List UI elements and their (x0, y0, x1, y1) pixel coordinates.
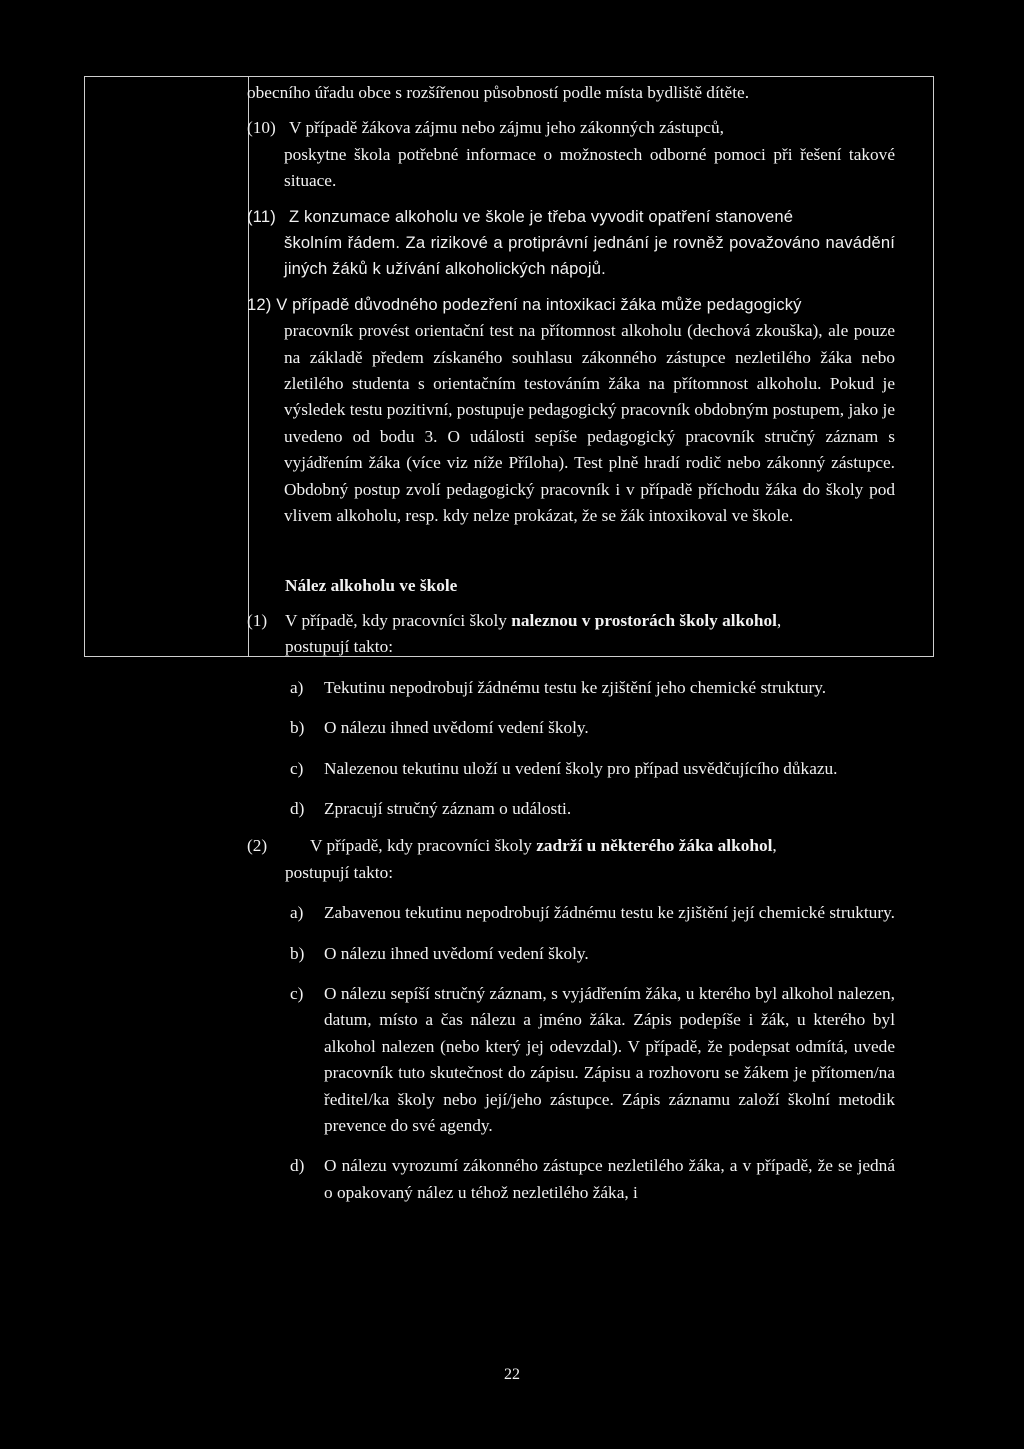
paragraph-11-rest: školním řádem. Za rizikové a protiprávní jednání je rovněž považováno navádění jiných žáků k užívání alkoholických nápojů. (284, 233, 895, 279)
list-item (247, 1153, 895, 1206)
list-item-label: d) (290, 1156, 305, 1176)
list-item (247, 756, 895, 782)
list-item-label: a) (290, 677, 304, 697)
list-item (247, 900, 895, 926)
list-item-text: O nálezu sepíší stručný záznam, s vyjádřením žáka, u kterého byl alkohol nalezen, datum, místo a čas nálezu a jméno žáka. Zápis podepíše i žák, u kterého byl alkohol nalezen (nebo který jej odevzdal). V případě, že podepsat odmítá, uvede pracovník tuto skutečnost do zápisu. Zápisu a rozhovoru se žákem je přítomen/na ředitel/ka školy nebo její/jeho zástupce. Zápis záznamu založí školní metodik prevence do své agendy. (324, 983, 895, 1135)
list-item-label: d) (290, 798, 305, 818)
section-heading: Nález alkoholu ve škole (285, 575, 458, 595)
list-item (247, 941, 895, 967)
list-item (247, 715, 895, 741)
list-item-label: c) (290, 983, 304, 1003)
paragraph-10-rest: poskytne škola potřebné informace o možnostech odborné pomoci při řešení takové situace. (284, 144, 895, 191)
paragraph-10-first: V případě žákova zájmu nebo zájmu jeho zákonných zástupců, (289, 118, 724, 138)
section-1-number: (1) (247, 610, 268, 630)
list-item-label: b) (290, 718, 305, 738)
section-1-cont: postupují takto: (285, 637, 394, 657)
paragraph-11 (247, 204, 895, 230)
list-item (247, 675, 895, 701)
paragraph-12-rest: pracovník provést orientační test na přítomnost alkoholu (dechová zkouška), ale pouze na základě předem získaného souhlasu zákonného zástupce nezletilého žáka nebo zletilého studenta s orientačním testováním žáka na přítomnost alkoholu. Pokud je výsledek testu pozitivní, postupuje pedagogický pracovník obdobným postupem, jako je uvedeno od bodu 3. O události sepíše pedagogický pracovník stručný záznam s vyjádřením žáka (více viz níže Příloha). Test plně hradí rodič nebo zákonný zástupce. Obdobný postup zvolí pedagogický pracovník i v případě příchodu žáka do školy pod vlivem alkoholu, resp. kdy nelze prokázat, že se žák intoxikoval ve škole. (284, 321, 895, 526)
page-content (247, 80, 895, 1206)
list-item-text: Zpracují stručný záznam o události. (324, 798, 572, 818)
section-1-bold: naleznou v prostorách školy alkohol (511, 610, 777, 630)
list-item-label: c) (290, 758, 304, 778)
paragraph-11-first: Z konzumace alkoholu ve škole je třeba vyvodit opatření stanovené (289, 206, 794, 226)
paragraph-10 (247, 115, 895, 141)
list-item-text: Nalezenou tekutinu uloží u vedení školy pro případ usvědčujícího důkazu. (324, 758, 838, 778)
list-item (247, 796, 895, 822)
section-1-pre: V případě, kdy pracovníci školy (285, 610, 512, 630)
section-1-list (247, 675, 895, 823)
list-item-text: O nálezu vyrozumí zákonného zástupce nezletilého žáka, a v případě, že se jedná o opakovaný nález u téhož nezletilého žáka, i (324, 1156, 895, 1202)
page-number: 22 (504, 1366, 520, 1383)
section-2-cont: postupují takto: (285, 862, 394, 882)
section-1-intro (247, 608, 895, 634)
section-2-post: , (772, 836, 777, 856)
list-item-label: b) (290, 943, 305, 963)
list-item-label: a) (290, 903, 304, 923)
list-item-text: O nálezu ihned uvědomí vedení školy. (324, 943, 589, 963)
section-2-bold: zadrží u některého žáka alkohol (536, 836, 773, 856)
paragraph-10-number: (10) (247, 118, 276, 138)
list-item (247, 981, 895, 1139)
section-2-list (247, 900, 895, 1206)
paragraph-11-number: (11) (247, 206, 276, 226)
section-2-intro (247, 833, 895, 859)
top-line: obecního úřadu obce s rozšířenou působností podle místa bydliště dítěte. (247, 83, 750, 102)
list-item-text: O nálezu ihned uvědomí vedení školy. (324, 718, 589, 738)
section-1-post: , (776, 610, 782, 630)
list-item-text: Zabavenou tekutinu nepodrobují žádnému testu ke zjištění její chemické struktury. (324, 903, 895, 923)
section-2-pre: V případě, kdy pracovníci školy (310, 836, 537, 856)
paragraph-12-first: 12) V případě důvodného podezření na intoxikaci žáka může pedagogický (247, 294, 802, 314)
section-2-number: (2) (247, 836, 268, 856)
list-item-text: Tekutinu nepodrobují žádnému testu ke zjištění jeho chemické struktury. (324, 677, 827, 697)
